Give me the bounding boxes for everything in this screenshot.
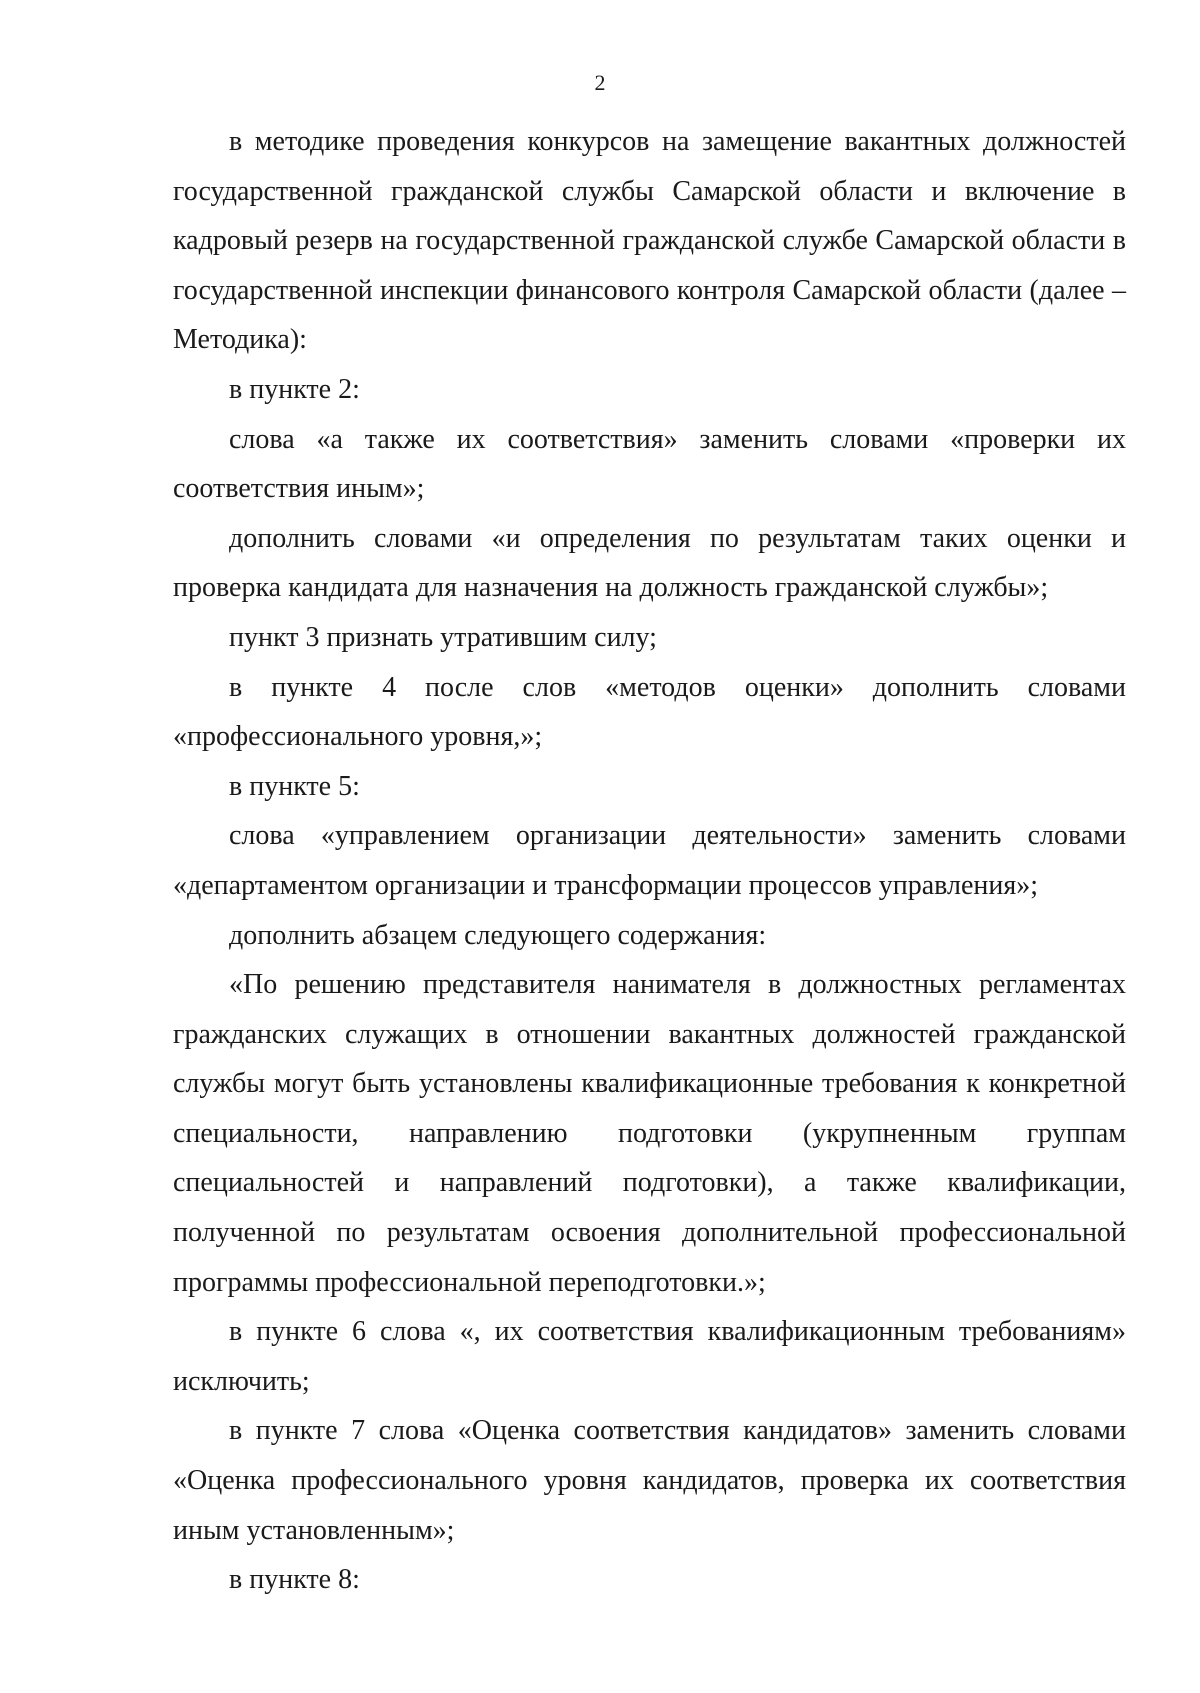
- paragraph-item-3-void: пункт 3 признать утратившим силу;: [229, 621, 657, 653]
- page-number: 2: [594, 70, 606, 95]
- paragraph-item-2-replace: слова «а также их соответствия» заменить словами «проверки их соответствия иным»;: [173, 423, 1126, 505]
- paragraph-item-7-replace: в пункте 7 слова «Оценка соответствия кандидатов» заменить словами «Оценка профессионального уровня кандидатов, проверка их соответствия иным установленным»;: [173, 1415, 1126, 1546]
- paragraph-item-5-replace: слова «управлением организации деятельности» заменить словами «департаментом организации и трансформации процессов управления»;: [173, 820, 1126, 901]
- paragraph-item-5-heading: в пункте 5:: [229, 770, 360, 802]
- paragraph-item-2-heading: в пункте 2:: [229, 373, 360, 405]
- paragraph-item-5-add-clause: дополнить абзацем следующего содержания:: [229, 919, 767, 951]
- paragraph-item-6-exclude: в пункте 6 слова «, их соответствия квалификационным требованиям» исключить;: [173, 1316, 1126, 1397]
- paragraph-item-8-heading: в пункте 8:: [229, 1564, 360, 1596]
- paragraph-new-clause-text: «По решению представителя нанимателя в должностных регламентах гражданских служащих в отношении вакантных должностей гражданской службы могут быть установлены квалификационные требования к конкретной специальности, направлению подготовки (укрупненным группам специальностей и направлений подготовки), а также квалификации, полученной по результатам освоения дополнительной профессиональной программы профессиональной переподготовки.»;: [173, 969, 1126, 1298]
- paragraph-methodology-intro: в методике проведения конкурсов на замещение вакантных должностей государственной гражданской службы Самарской области и включение в кадровый резерв на государственной гражданской службе Самарской области в государственной инспекции финансового контроля Самарской области (далее – Методика):: [173, 126, 1126, 356]
- paragraph-item-4-supplement: в пункте 4 после слов «методов оценки» дополнить словами «профессионального уровня,»;: [173, 671, 1126, 753]
- paragraph-item-2-supplement: дополнить словами «и определения по результатам таких оценки и проверка кандидата для назначения на должность гражданской службы»;: [173, 522, 1126, 604]
- document-body: [173, 117, 1126, 1605]
